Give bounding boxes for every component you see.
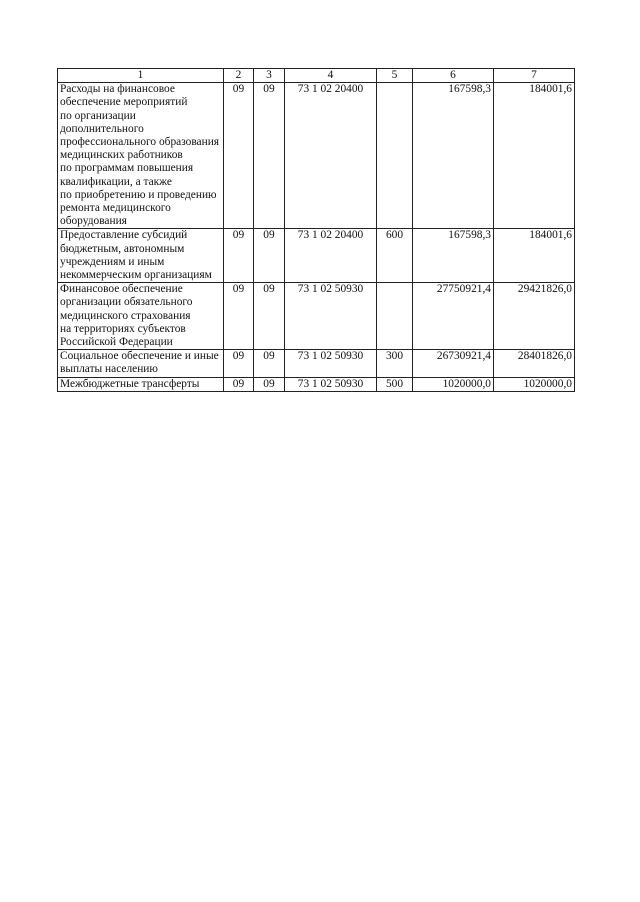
header-col-3: 3 — [254, 69, 285, 83]
row-amount-col7: 28401826,0 — [494, 350, 575, 377]
row-amount-col6: 167598,3 — [413, 83, 494, 229]
name-line: организации обязательного — [60, 296, 193, 309]
header-col-6: 6 — [413, 69, 494, 83]
header-col-7: 7 — [494, 69, 575, 83]
row-target-code: 73 1 02 20400 — [285, 83, 377, 229]
budget-table — [57, 68, 575, 392]
table-row — [58, 283, 575, 350]
row-section: 09 — [224, 283, 254, 350]
row-name — [58, 350, 224, 377]
row-expense-type: 600 — [377, 229, 413, 283]
name-line: на территориях субъектов — [60, 322, 186, 335]
row-expense-type — [377, 83, 413, 229]
header-col-2: 2 — [224, 69, 254, 83]
row-section: 09 — [224, 83, 254, 229]
row-name — [58, 377, 224, 391]
row-amount-col6: 27750921,4 — [413, 283, 494, 350]
table-row — [58, 83, 575, 229]
header-row — [58, 69, 575, 83]
row-subsection: 09 — [254, 350, 285, 377]
header-col-4: 4 — [285, 69, 377, 83]
table-row — [58, 377, 575, 391]
row-name — [58, 229, 224, 283]
name-line: обеспечение мероприятий — [60, 96, 188, 109]
name-line: выплаты населению — [60, 363, 158, 376]
name-line: по программам повышения — [60, 162, 194, 175]
row-target-code: 73 1 02 50930 — [285, 283, 377, 350]
name-line: учреждениям и иным — [60, 255, 165, 268]
row-target-code: 73 1 02 50930 — [285, 377, 377, 391]
name-line: по приобретению и проведению — [60, 188, 217, 201]
row-amount-col7: 29421826,0 — [494, 283, 575, 350]
row-target-code: 73 1 02 20400 — [285, 229, 377, 283]
name-line: Российской Федерации — [60, 336, 173, 349]
name-line: медицинских работников — [60, 149, 183, 162]
row-amount-col6: 167598,3 — [413, 229, 494, 283]
name-line: по организации — [60, 109, 136, 122]
name-line: медицинского страхования — [60, 309, 191, 322]
row-section: 09 — [224, 350, 254, 377]
name-line: Предоставление субсидий — [60, 229, 188, 242]
name-line: Финансовое обеспечение — [60, 283, 183, 296]
row-subsection: 09 — [254, 283, 285, 350]
row-expense-type — [377, 283, 413, 350]
row-subsection: 09 — [254, 377, 285, 391]
row-expense-type: 300 — [377, 350, 413, 377]
row-expense-type: 500 — [377, 377, 413, 391]
name-line: квалификации, а также — [60, 175, 172, 188]
name-line: бюджетным, автономным — [60, 242, 185, 255]
row-amount-col7: 184001,6 — [494, 229, 575, 283]
row-subsection: 09 — [254, 229, 285, 283]
row-name — [58, 283, 224, 350]
row-target-code: 73 1 02 50930 — [285, 350, 377, 377]
name-line: профессионального образования — [60, 136, 220, 149]
name-line: ремонта медицинского — [60, 202, 171, 215]
row-amount-col7: 184001,6 — [494, 83, 575, 229]
header-col-1: 1 — [58, 69, 224, 83]
name-line: Расходы на финансовое — [60, 83, 175, 96]
table-row — [58, 229, 575, 283]
header-col-5: 5 — [377, 69, 413, 83]
name-line: некоммерческим организациям — [60, 269, 212, 282]
row-amount-col6: 26730921,4 — [413, 350, 494, 377]
row-subsection: 09 — [254, 83, 285, 229]
name-line: Социальное обеспечение и иные — [60, 350, 219, 363]
row-section: 09 — [224, 377, 254, 391]
row-section: 09 — [224, 229, 254, 283]
table-row — [58, 350, 575, 377]
row-name — [58, 83, 224, 229]
row-amount-col7: 1020000,0 — [494, 377, 575, 391]
row-amount-col6: 1020000,0 — [413, 377, 494, 391]
name-line: дополнительного — [60, 122, 144, 135]
name-line: оборудования — [60, 215, 127, 228]
name-line: Межбюджетные трансферты — [60, 377, 200, 390]
